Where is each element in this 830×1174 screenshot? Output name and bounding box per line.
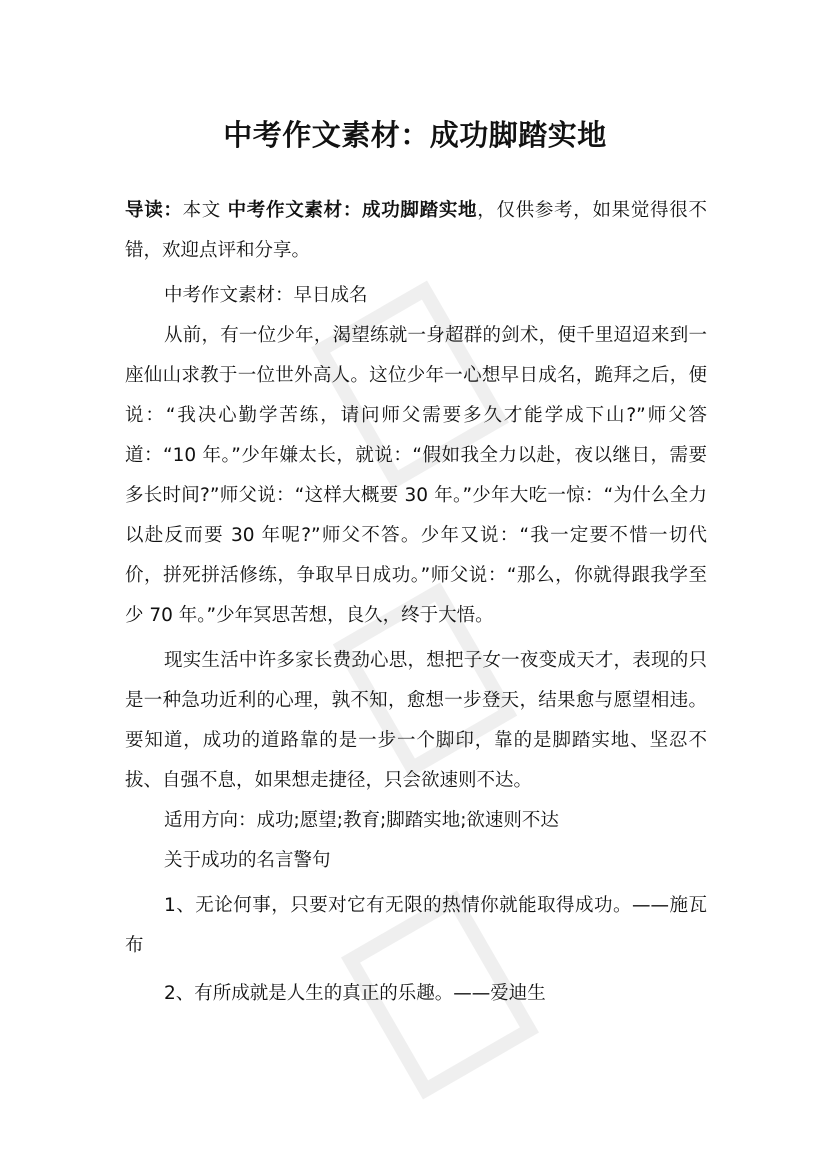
intro-bold-title: 中考作文素材：成功脚踏实地 bbox=[227, 200, 478, 221]
document-body bbox=[125, 191, 707, 1014]
commentary-paragraph: 现实生活中许多家长费劲心思，想把子女一夜变成天才，表现的只是一种急功近利的心理，孰不知，愈想一步登天，结果愈与愿望相违。要知道，成功的道路靠的是一步一个脚印，靠的是脚踏实地、坚忍不拔、自强不息，如果想走捷径，只会欲速则不达。 bbox=[125, 650, 707, 791]
intro-text-a: 本文 bbox=[182, 200, 228, 221]
document-title: 中考作文素材：成功脚踏实地 bbox=[223, 118, 607, 152]
section-heading-early-fame: 中考作文素材：早日成名 bbox=[164, 285, 368, 306]
applicable-directions: 适用方向：成功;愿望;教育;脚踏实地;欲速则不达 bbox=[164, 810, 559, 831]
quotes-heading: 关于成功的名言警句 bbox=[164, 850, 331, 871]
intro-paragraph bbox=[125, 191, 707, 271]
intro-text-b: ，仅供参考，如果觉得很不错，欢迎点评和分享。 bbox=[125, 200, 707, 261]
quote-item-1: 1、无论何事，只要对它有无限的热情你就能取得成功。——施瓦布 bbox=[125, 895, 707, 956]
story-paragraph: 从前，有一位少年，渴望练就一身超群的剑术，便千里迢迢来到一座仙山求教于一位世外高人。这位少年一心想早日成名，跪拜之后，便说：“我决心勤学苦练，请问师父需要多久才能学成下山?”师父答道：“10 年。”少年嫌太长，就说：“假如我全力以赴，夜以继日，需要多长时间?”师父说：“这样大概要 30 年。”少年大吃一惊：“为什么全力以赴反而要 30 年呢?”师父不答。少年又说：“我一定要不惜一切代价，拼死拼活修练，争取早日成功。”师父说：“那么，你就得跟我学至少 70 年。”少年冥思苦想，良久，终于大悟。 bbox=[125, 325, 707, 626]
intro-label: 导读： bbox=[125, 200, 183, 221]
quote-item-2: 2、有所成就是人生的真正的乐趣。——爱迪生 bbox=[164, 983, 546, 1004]
